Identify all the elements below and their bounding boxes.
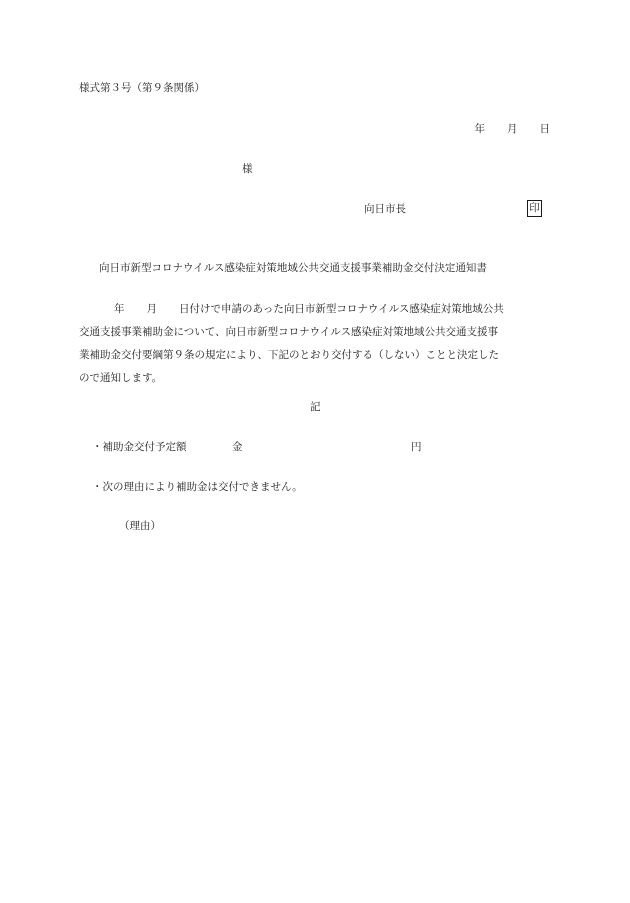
form-number: 様式第３号（第９条関係） [79,82,205,94]
ki-heading: 記 [310,401,321,413]
body-line-1-rest: 日付けで申請のあった向日市新型コロナウイルス感染症対策地域公共 [179,303,504,315]
body-year: 年 [114,303,125,315]
seal-mark: 印 [527,200,542,217]
date-line [475,124,551,135]
reason-label: （理由） [119,520,161,532]
body-line-4: ので通知します。 [79,372,163,384]
date-year: 年 [474,123,485,135]
addressee-suffix: 様 [242,163,253,175]
body-line-3: 業補助金交付要綱第９条の規定により、下記のとおり交付する（しない）ことと決定した [79,349,499,361]
amount-label: ・補助金交付予定額 [92,441,187,453]
date-month: 月 [507,123,518,135]
body-line-1 [79,298,551,321]
amount-kin: 金 [232,441,243,453]
body-text [79,298,551,390]
body-month: 月 [146,303,157,315]
reason-statement: ・次の理由により補助金は交付できません。 [92,481,303,493]
issuer: 向日市長 [364,203,406,215]
body-line-2: 交通支援事業補助金について、向日市新型コロナウイルス感染症対策地域公共交通支援事 [79,326,498,338]
document-title: 向日市新型コロナウイルス感染症対策地域公共交通支援事業補助金交付決定通知書 [99,262,487,274]
amount-en: 円 [411,441,422,453]
date-day: 日 [539,123,550,135]
